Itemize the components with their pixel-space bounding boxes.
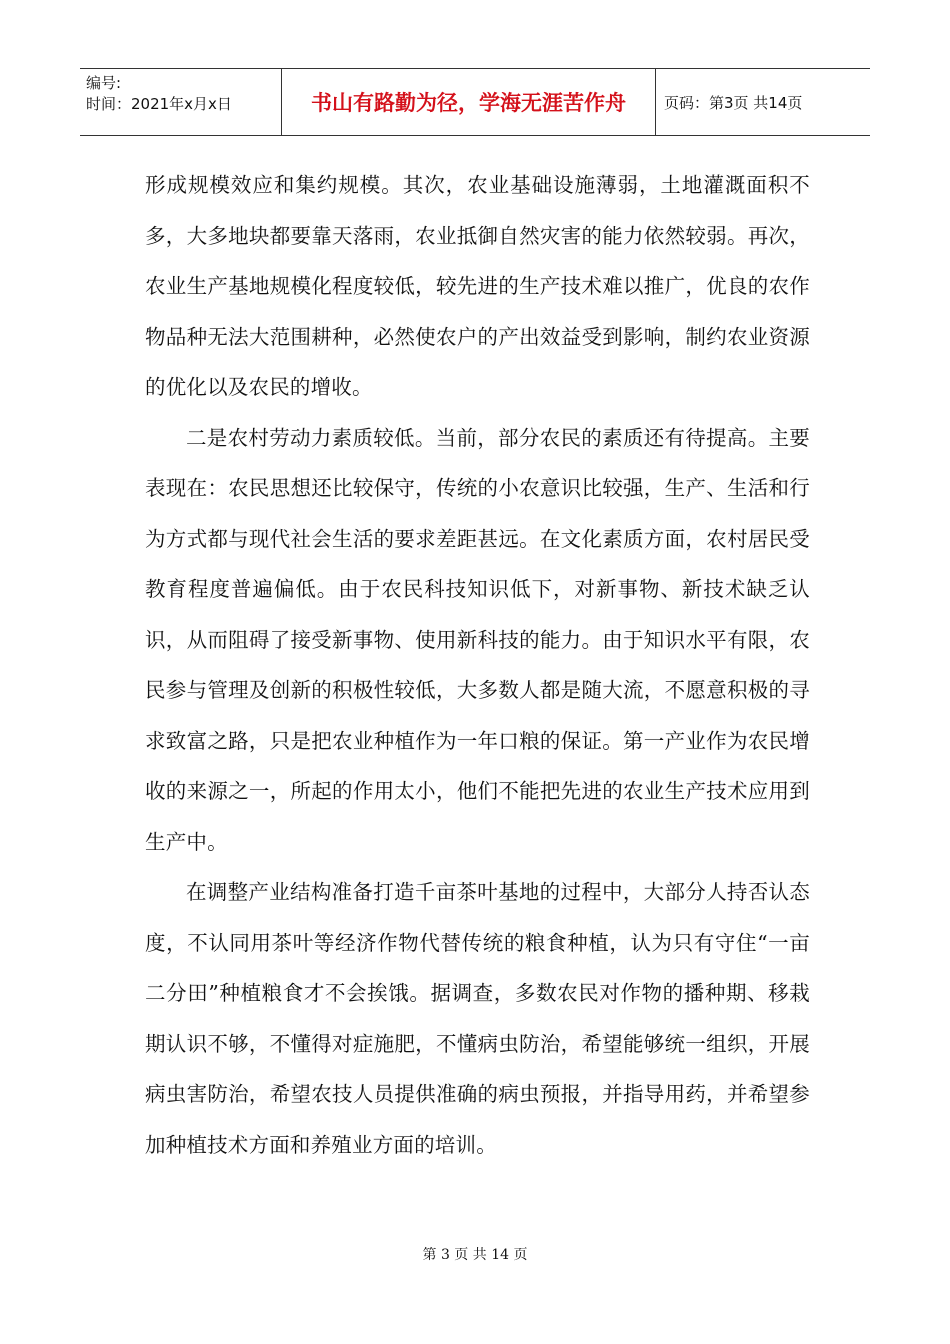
- page-footer: 第 3 页 共 14 页: [422, 1247, 528, 1263]
- document-time: 时间：2021年x月x日: [86, 95, 232, 113]
- paragraph-tea-base: 在调整产业结构准备打造千亩茶叶基地的过程中，大部分人持否认态度，不认同用茶叶等经济作物代替传统的粮食种植，认为只有守住“一亩二分田”种植粮食才不会挨饿。据调查，多数农民对作物的播种期、移栽期认识不够，不懂得对症施肥，不懂病虫防治，希望能够统一组织，开展病虫害防治，希望农技人员提供准确的病虫预报，并指导用药，并希望参加种植技术方面和养殖业方面的培训。: [145, 880, 810, 1157]
- page-header: [80, 68, 870, 136]
- paragraph-labor-quality: 二是农村劳动力素质较低。当前，部分农民的素质还有待提高。主要表现在：农民思想还比较保守，传统的小农意识比较强，生产、生活和行为方式都与现代社会生活的要求差距甚远。在文化素质方面，农村居民受教育程度普遍偏低。由于农民科技知识低下，对新事物、新技术缺乏认识，从而阻碍了接受新事物、使用新科技的能力。由于知识水平有限，农民参与管理及创新的积极性较低，大多数人都是随大流，不愿意积极的寻求致富之路，只是把农业种植作为一年口粮的保证。第一产业作为农民增收的来源之一，所起的作用太小，他们不能把先进的农业生产技术应用到生产中。: [145, 425, 810, 854]
- document-body: [145, 160, 810, 1170]
- header-motto: 书山有路勤为径，学海无涯苦作舟: [282, 69, 656, 135]
- paragraph-continued: 形成规模效应和集约规模。其次，农业基础设施薄弱，土地灌溉面积不多，大多地块都要靠天落雨，农业抵御自然灾害的能力依然较弱。再次，农业生产基地规模化程度较低，较先进的生产技术难以推广，优良的农作物品种无法大范围耕种，必然使农户的产出效益受到影响，制约农业资源的优化以及农民的增收。: [145, 173, 810, 399]
- document-number-label: 编号:: [86, 74, 122, 92]
- header-page-info: 页码：第3页 共14页: [664, 93, 803, 112]
- header-meta: [80, 69, 282, 135]
